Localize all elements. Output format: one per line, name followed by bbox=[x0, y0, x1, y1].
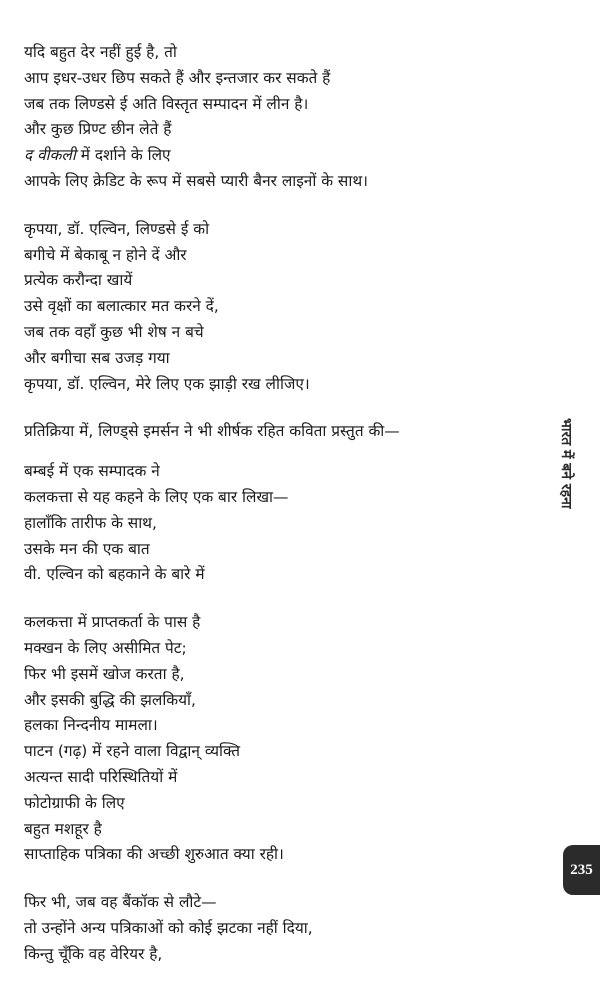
verse-line: बहुत मशहूर है bbox=[24, 819, 102, 838]
verse-line-rest: में दर्शाने के लिए bbox=[75, 146, 171, 165]
prose-paragraph: प्रतिक्रिया में, लिण्ड्से इमर्सन ने भी शीर्षक रहित कविता प्रस्तुत की— bbox=[24, 422, 400, 441]
verse-line: और इसकी बुद्धि की झलकियाँ, bbox=[24, 690, 196, 709]
stanza-3 bbox=[24, 459, 534, 588]
verse-line: प्रत्येक करौन्दा खायें bbox=[24, 271, 133, 290]
stanza-2 bbox=[24, 217, 534, 398]
verse-line: उसे वृक्षों का बलात्कार मत करने दें, bbox=[24, 297, 219, 316]
verse-line: और बगीचा सब उजड़ गया bbox=[24, 348, 170, 367]
verse-line: किन्तु चूँकि वह वेरियर है, bbox=[24, 944, 163, 963]
verse-line: फोटोग्राफी के लिए bbox=[24, 793, 125, 812]
verse-line: कलकत्ता से यह कहने के लिए एक बार लिखा— bbox=[24, 487, 289, 506]
verse-line: यदि बहुत देर नहीं हुई है, तो bbox=[24, 43, 177, 61]
verse-line: वी. एल्विन को बहकाने के बारे में bbox=[24, 565, 205, 584]
italic-title: द वीकली bbox=[24, 146, 76, 165]
verse-line: अत्यन्त सादी परिस्थितियों में bbox=[24, 767, 178, 786]
stanza-1 bbox=[24, 40, 534, 195]
verse-line: और कुछ प्रिण्ट छीन लेते हैं bbox=[24, 120, 172, 139]
verse-line: आप इधर-उधर छिप सकते हैं और इन्तजार कर सकते हैं bbox=[24, 68, 331, 87]
verse-line: कृपया, डॉ. एल्विन, मेरे लिए एक झाड़ी रख लीजिए। bbox=[24, 374, 310, 393]
page-number-tab bbox=[563, 845, 600, 895]
verse-line: तो उन्होंने अन्य पत्रिकाओं को कोई झटका नहीं दिया, bbox=[24, 918, 313, 937]
verse-line bbox=[24, 143, 534, 169]
verse-line: बगीचे में बेकाबू न होने दें और bbox=[24, 245, 187, 264]
page-text bbox=[24, 40, 534, 990]
verse-line: आपके लिए क्रेडिट के रूप में सबसे प्यारी बैनर लाइनों के साथ। bbox=[24, 171, 368, 190]
stanza-4 bbox=[24, 610, 534, 868]
verse-line: उसके मन की एक बात bbox=[24, 539, 150, 558]
verse-line: फिर भी, जब वह बैंकॉक से लौटे— bbox=[24, 893, 217, 912]
verse-line: हालाँकि तारीफ के साथ, bbox=[24, 513, 157, 532]
verse-line: बम्बई में एक सम्पादक ने bbox=[24, 462, 160, 481]
stanza-5 bbox=[24, 890, 534, 967]
page-number: 235 bbox=[570, 862, 593, 878]
verse-line: जब तक वहाँ कुछ भी शेष न बचे bbox=[24, 322, 204, 341]
verse-line: जब तक लिण्डसे ई अति विस्तृत सम्पादन में लीन है। bbox=[24, 94, 309, 113]
verse-line: मक्खन के लिए असीमित पेट; bbox=[24, 638, 187, 657]
running-chapter-title: भारत में बने रहना bbox=[558, 418, 574, 509]
verse-line: साप्ताहिक पत्रिका की अच्छी शुरुआत क्या रही। bbox=[24, 845, 284, 864]
verse-line: पाटन (गढ़) में रहने वाला विद्वान् व्यक्ति bbox=[24, 742, 241, 761]
verse-line: हलका निन्दनीय मामला। bbox=[24, 716, 158, 735]
verse-line: फिर भी इसमें खोज करता है, bbox=[24, 664, 185, 683]
verse-line: कलकत्ता में प्राप्तकर्ता के पास है bbox=[24, 613, 201, 632]
verse-line: कृपया, डॉ. एल्विन, लिण्डसे ई को bbox=[24, 219, 210, 238]
